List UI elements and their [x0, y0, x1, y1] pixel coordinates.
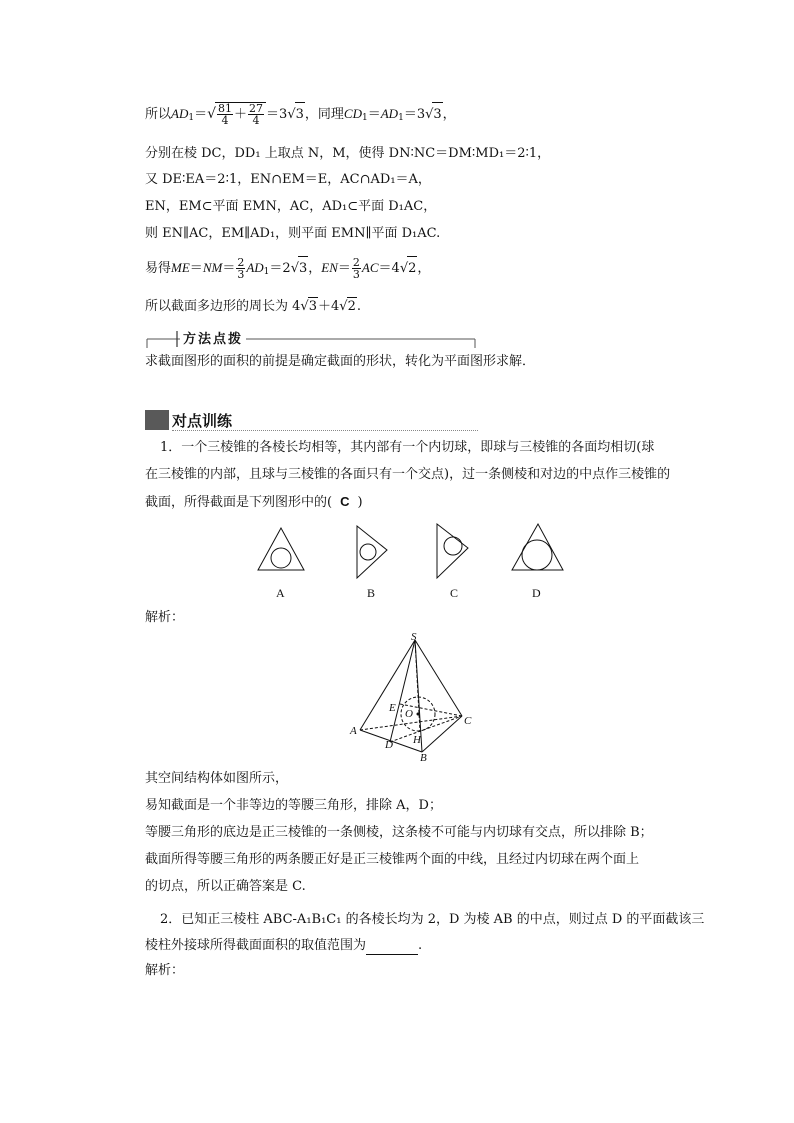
numerator: 2 — [237, 256, 245, 269]
q1-line-2: 在三棱锥的内部，且球与三棱锥的各面只有一个交点)，过一条侧棱和对边的中点作三棱锥的 — [145, 467, 671, 482]
radical-icon: √ — [287, 107, 296, 122]
fig-label-c: C — [464, 715, 472, 727]
q1-paren-close: ) — [357, 495, 363, 510]
fig-label-o: O — [405, 708, 413, 720]
q2-stem-end: 棱柱外接球所得截面面积的取值范围为 — [145, 938, 367, 953]
numerator: 2 — [352, 256, 360, 269]
equals: ＝ — [367, 107, 381, 122]
derivation-line-2: 分别在棱 DC，DD₁ 上取点 N，M，使得 DN∶NC＝DM∶MD₁＝2∶1， — [145, 146, 551, 161]
q1-exp-3: 等腰三角形的底边是正三棱锥的一条侧棱，这条棱不可能与内切球有交点，所以排除 B； — [145, 825, 653, 840]
fig-label-e: E — [389, 702, 396, 714]
q2-line-2 — [145, 937, 422, 955]
seg-en: EN — [321, 260, 338, 275]
q1-exp-1: 其空间结构体如图所示， — [145, 771, 289, 786]
seg-ad1: AD — [380, 106, 399, 121]
derivation-line-1 — [145, 102, 456, 130]
radical-icon: √ — [207, 106, 217, 122]
fraction — [217, 103, 233, 126]
section-title: 对点训练 — [172, 412, 233, 430]
equals: ＝ — [337, 261, 351, 276]
seg-nm: NM — [202, 260, 223, 275]
option-b-figure — [357, 526, 387, 578]
q1-stem-end: 截面，所得截面是下列图形中的( — [145, 495, 333, 510]
q1-analysis-label: 解析： — [145, 610, 185, 625]
q1-line-1: 1．一个三棱锥的各棱长均相等，其内部有一个内切球，即球与三棱锥的各面均相切(球 — [160, 440, 655, 455]
q1-line-3 — [145, 493, 363, 512]
option-figures — [250, 520, 580, 582]
radical-icon: √ — [425, 107, 434, 122]
seg-ad1: AD — [171, 106, 189, 121]
q2-line-1: 2．已知正三棱柱 ABC-A₁B₁C₁ 的各棱长均为 2，D 为棱 AB 的中点，则过点 D 的平面截该三 — [160, 912, 705, 927]
seg-ad1: AD — [246, 260, 264, 275]
derivation-line-5: 则 EN∥AC，EM∥AD₁，则平面 EMN∥平面 D₁AC. — [145, 226, 441, 241]
text-end: . — [356, 299, 361, 314]
text-prefix: 所以 — [145, 107, 172, 122]
text: 易得 — [145, 261, 172, 276]
section-header-block — [145, 410, 169, 430]
radical-icon: √ — [339, 299, 348, 314]
q1-exp-2: 易知截面是一个非等边的等腰三角形，排除 A，D； — [145, 798, 442, 813]
option-label-a: A — [276, 586, 285, 600]
equals: ＝ — [189, 261, 203, 276]
q2-period: . — [418, 938, 423, 953]
equals: ＝ — [222, 261, 236, 276]
q1-exp-4: 截面所得等腰三角形的两条腰正好是正三棱锥两个面的中线，且经过内切球在两个面上 — [145, 852, 640, 867]
sqrt-body: 3 — [298, 256, 308, 281]
equals: ＝3 — [403, 107, 426, 122]
derivation-line-7 — [145, 297, 361, 316]
option-d-figure — [512, 524, 563, 570]
seg-cd1: CD — [343, 106, 362, 121]
seg-me: ME — [171, 260, 190, 275]
fig-label-b: B — [420, 752, 427, 764]
radical-icon: √ — [300, 299, 309, 314]
option-label-d: D — [532, 586, 541, 600]
q1-exp-5: 的切点，所以正确答案是 C. — [145, 879, 306, 894]
q2-analysis-label: 解析： — [145, 963, 185, 978]
fraction — [352, 257, 361, 280]
equals: ＝ — [194, 107, 208, 122]
plus: ＋4 — [317, 299, 340, 314]
sub: 1 — [188, 113, 195, 123]
fig-label-s: S — [411, 631, 417, 643]
denominator: 4 — [221, 114, 229, 127]
plus: ＋ — [234, 107, 248, 122]
radical-icon: √ — [290, 261, 299, 276]
sqrt-body: 3 — [308, 299, 317, 314]
sqrt-body: 3 — [295, 102, 305, 127]
sqrt-body: 3 — [432, 102, 442, 127]
fig-label-a: A — [350, 725, 357, 737]
fig-label-d: D — [385, 739, 393, 751]
option-label-b: B — [367, 586, 376, 600]
numerator: 27 — [249, 102, 264, 115]
equals: ＝4 — [378, 261, 400, 276]
fig-label-h: H — [413, 734, 421, 746]
sub: 1 — [361, 113, 368, 123]
method-text: 求截面图形的面积的前提是确定截面的形状，转化为平面图形求解． — [145, 354, 536, 369]
equals: ＝3 — [266, 107, 288, 122]
comma: ， — [308, 261, 322, 276]
derivation-line-6 — [145, 256, 430, 284]
denominator: 4 — [252, 114, 260, 127]
fraction — [248, 103, 264, 126]
derivation-line-3: 又 DE∶EA＝2∶1，EN∩EM＝E，AC∩AD₁＝A， — [145, 172, 431, 187]
q1-answer: C — [340, 494, 350, 509]
method-tag-label: 方法点拨 — [180, 328, 246, 347]
q2-answer-blank[interactable] — [366, 942, 418, 955]
equals: ＝2 — [269, 261, 291, 276]
denominator: 3 — [352, 268, 360, 281]
text: 所以截面多边形的周长为 4 — [145, 299, 301, 314]
sqrt-body — [215, 102, 266, 127]
sub: 1 — [398, 113, 404, 123]
section-header-rule — [172, 430, 478, 431]
radical-icon: √ — [399, 261, 409, 276]
sqrt-body: 2 — [407, 256, 417, 281]
denominator: 3 — [237, 268, 245, 281]
fraction — [236, 257, 245, 280]
derivation-line-4: EN，EM⊂平面 EMN，AC，AD₁⊂平面 D₁AC， — [145, 199, 437, 214]
text-end: ， — [417, 261, 431, 276]
text-mid: ，同理 — [304, 107, 344, 122]
option-label-c: C — [450, 586, 459, 600]
option-c-figure — [437, 524, 468, 578]
text-end: ， — [442, 107, 456, 122]
option-a-figure — [258, 528, 304, 570]
numerator: 81 — [218, 102, 233, 115]
sqrt-body: 2 — [347, 299, 356, 314]
sub: 1 — [263, 267, 270, 277]
seg-ac: AC — [361, 260, 379, 275]
